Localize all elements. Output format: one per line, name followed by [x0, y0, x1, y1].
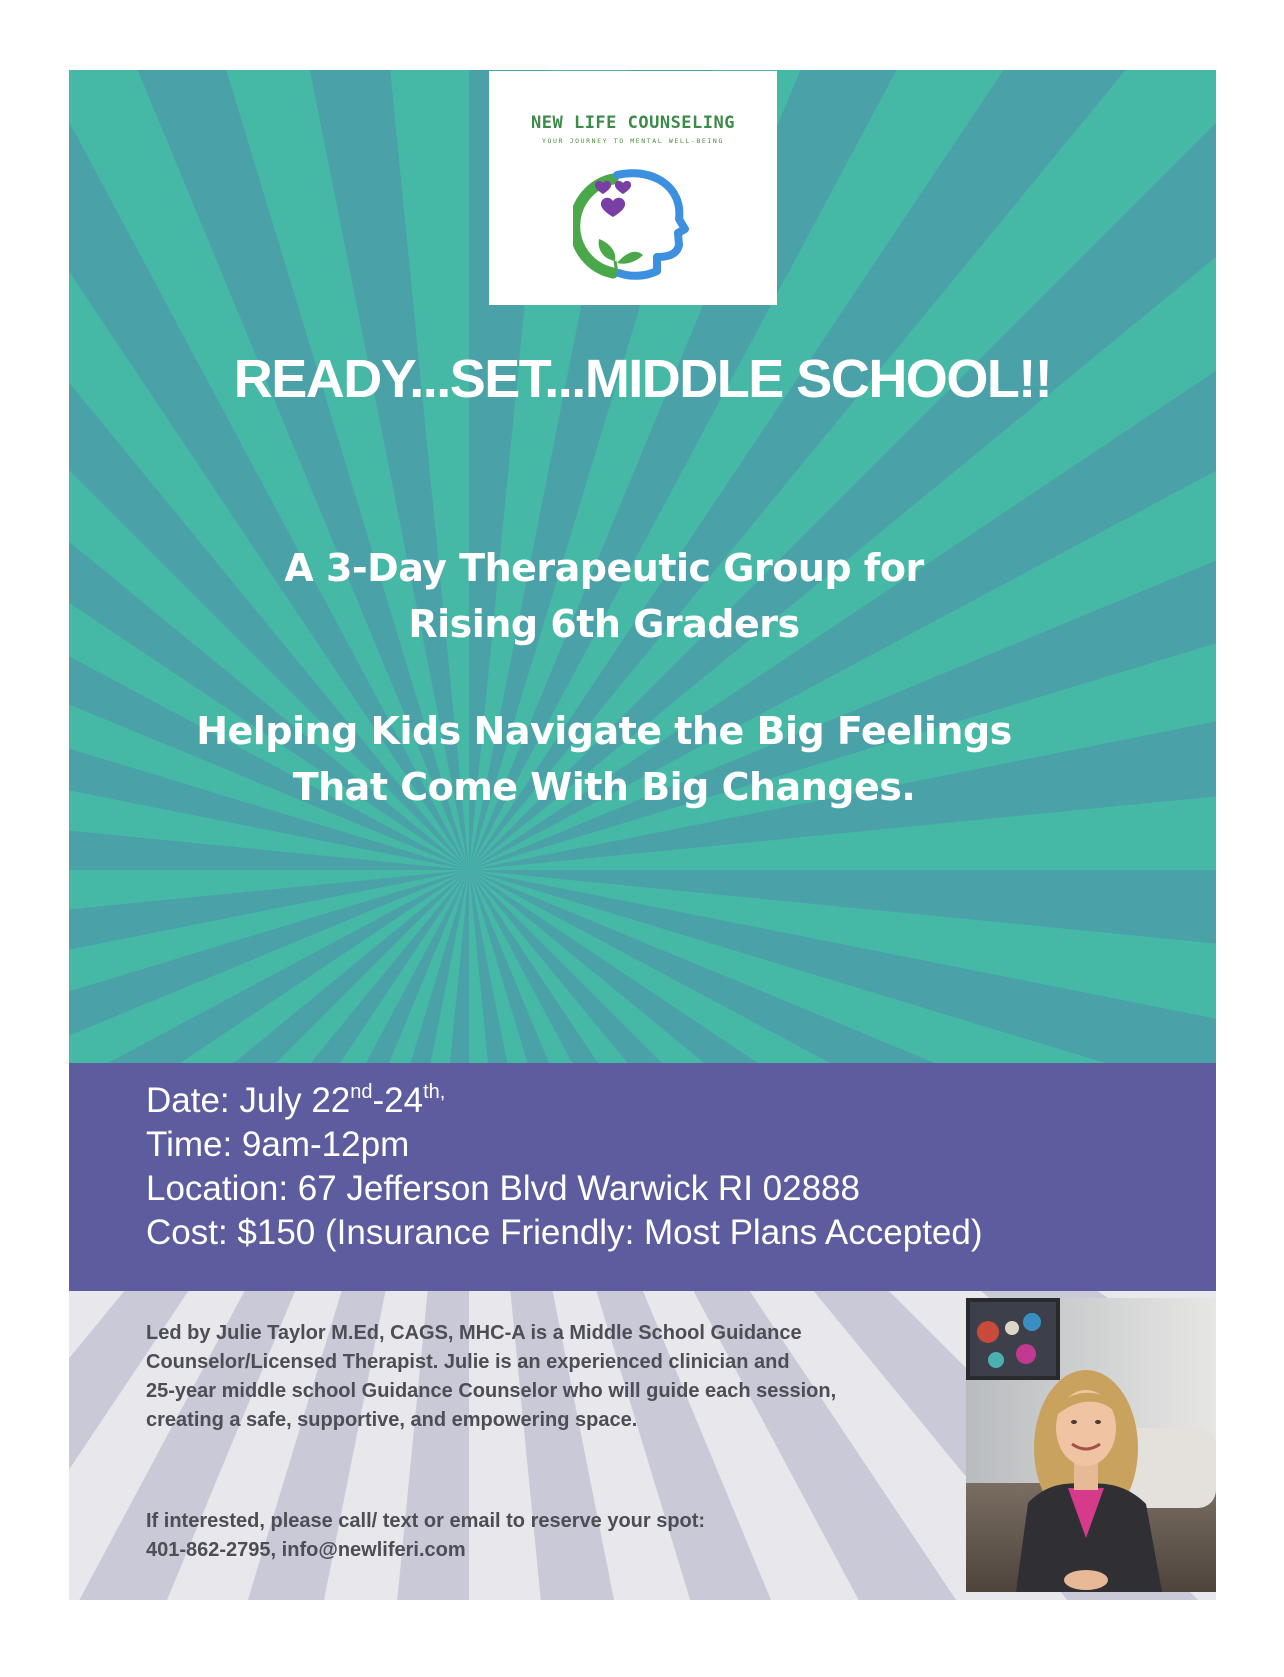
bio-line-4: creating a safe, supportive, and empowering space.: [146, 1409, 638, 1431]
event-location: Location: 67 Jefferson Blvd Warwick RI 02888: [146, 1169, 860, 1208]
bio-line-2: Counselor/Licensed Therapist. Julie is an experienced clinician and: [146, 1351, 790, 1373]
event-time: Time: 9am-12pm: [146, 1125, 410, 1164]
bio-line-3: 25-year middle school Guidance Counselor who will guide each session,: [146, 1380, 837, 1402]
bio-section: [69, 1291, 1216, 1600]
subtitle-line-2: Rising 6th Graders: [408, 602, 800, 646]
contact-line-1: If interested, please call/ text or email to reserve your spot:: [146, 1510, 706, 1532]
logo: [489, 71, 777, 305]
event-details: [69, 1063, 1216, 1291]
logo-tagline: YOUR JOURNEY TO MENTAL WELL-BEING: [542, 137, 724, 145]
date-suffix-2: th,: [423, 1081, 446, 1103]
logo-name: NEW LIFE COUNSELING: [531, 113, 735, 133]
tagline: [69, 703, 1139, 815]
date-end: -24: [372, 1081, 424, 1120]
ray: [69, 870, 469, 1063]
date-suffix-1: nd: [350, 1081, 373, 1103]
date-text: Date: July 22: [146, 1081, 351, 1120]
contact-info: [146, 1507, 946, 1565]
event-date: [146, 1081, 445, 1121]
tagline-line-2: That Come With Big Changes.: [292, 765, 916, 809]
contact-line-2: 401-862-2795, info@newliferi.com: [146, 1539, 466, 1561]
event-cost: Cost: $150 (Insurance Friendly: Most Plans Accepted): [146, 1213, 983, 1252]
subtitle-line-1: A 3-Day Therapeutic Group for: [284, 546, 924, 590]
subtitle: [69, 540, 1139, 652]
head-with-hearts-and-leaves-icon: [573, 165, 693, 285]
header-section: [69, 70, 1216, 1063]
counselor-portrait-photo: [966, 1298, 1216, 1592]
flyer: [69, 70, 1216, 1600]
page-title: READY...SET...MIDDLE SCHOOL!!: [233, 349, 1052, 409]
tagline-line-1: Helping Kids Navigate the Big Feelings: [196, 709, 1012, 753]
bio-line-1: Led by Julie Taylor M.Ed, CAGS, MHC-A is a Middle School Guidance: [146, 1322, 802, 1344]
counselor-bio: [146, 1319, 946, 1435]
